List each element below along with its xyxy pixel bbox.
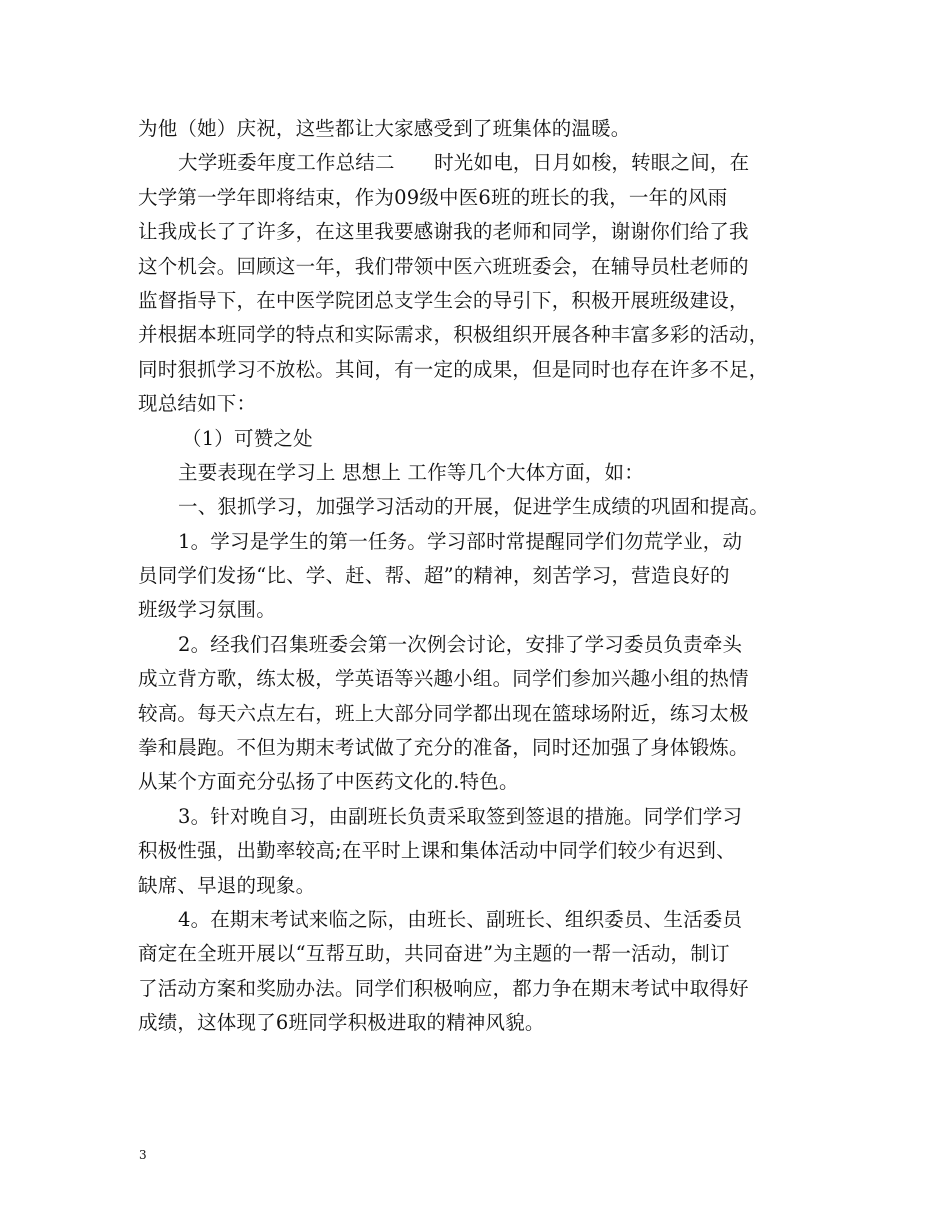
text-line: 主要表现在学习上 思想上 工作等几个大体方面，如： xyxy=(178,460,644,484)
section-heading: （1）可赞之处 xyxy=(182,426,313,450)
text-line: 这个机会。回顾这一年，我们带领中医六班班委会，在辅导员杜老师的 xyxy=(138,254,749,278)
text-line: 了活动方案和奖励办法。同学们积极响应，都力争在期末考试中取得好 xyxy=(138,976,749,1000)
page-number: 3 xyxy=(139,1148,147,1162)
text-line: 成绩，这体现了6班同学积极进取的精神风貌。 xyxy=(138,1011,545,1035)
text-line: 同时狠抓学习不放松。其间，有一定的成果，但是同时也存在许多不足， xyxy=(138,357,769,381)
text-line: 班级学习氛围。 xyxy=(138,598,276,622)
text-line: 大学第一学年即将结束，作为09级中医6班的班长的我，一年的风雨 xyxy=(138,185,728,209)
text-line: 成立背方歌，练太极，学英语等兴趣小组。同学们参加兴趣小组的热情 xyxy=(138,667,749,691)
text-line: 让我成长了了许多，在这里我要感谢我的老师和同学，谢谢你们给了我 xyxy=(138,220,749,244)
text-line: 大学班委年度工作总结二 时光如电，日月如梭，转眼之间，在 xyxy=(178,151,750,175)
text-line: 3。针对晚自习，由副班长负责采取签到签退的措施。同学们学习 xyxy=(178,804,743,828)
text-line: 现总结如下： xyxy=(138,392,257,416)
text-line: 拳和晨跑。不但为期末考试做了充分的准备，同时还加强了身体锻炼。 xyxy=(138,736,749,760)
text-line: 商定在全班开展以“互帮互助，共同奋进”为主题的一帮一活动，制订 xyxy=(138,942,730,966)
text-line: 员同学们发扬“比、学、赶、帮、超”的精神，刻苦学习，营造良好的 xyxy=(138,564,730,588)
text-line: 并根据本班同学的特点和实际需求，积极组织开展各种丰富多彩的活动， xyxy=(138,323,769,347)
text-line: 缺席、早退的现象。 xyxy=(138,873,316,897)
text-line: 1。学习是学生的第一任务。学习部时常提醒同学们勿荒学业，动 xyxy=(178,529,743,553)
section-heading: 一、狠抓学习，加强学习活动的开展，促进学生成绩的巩固和提高。 xyxy=(178,495,770,519)
text-line: 积极性强，出勤率较高;在平时上课和集体活动中同学们较少有迟到、 xyxy=(138,839,736,863)
text-line: 4。在期末考试来临之际，由班长、副班长、组织委员、生活委员 xyxy=(178,907,743,931)
text-line: 从某个方面充分弘扬了中医药文化的.特色。 xyxy=(138,770,519,794)
text-line: 为他（她）庆祝，这些都让大家感受到了班集体的温暖。 xyxy=(138,117,631,140)
document-body xyxy=(138,112,828,1041)
text-line: 监督指导下，在中医学院团总支学生会的导引下，积极开展班级建设， xyxy=(138,288,749,312)
text-line: 2。经我们召集班委会第一次例会讨论，安排了学习委员负责牵头 xyxy=(178,632,743,656)
text-line: 较高。每天六点左右，班上大部分同学都出现在篮球场附近，练习太极 xyxy=(138,701,749,725)
